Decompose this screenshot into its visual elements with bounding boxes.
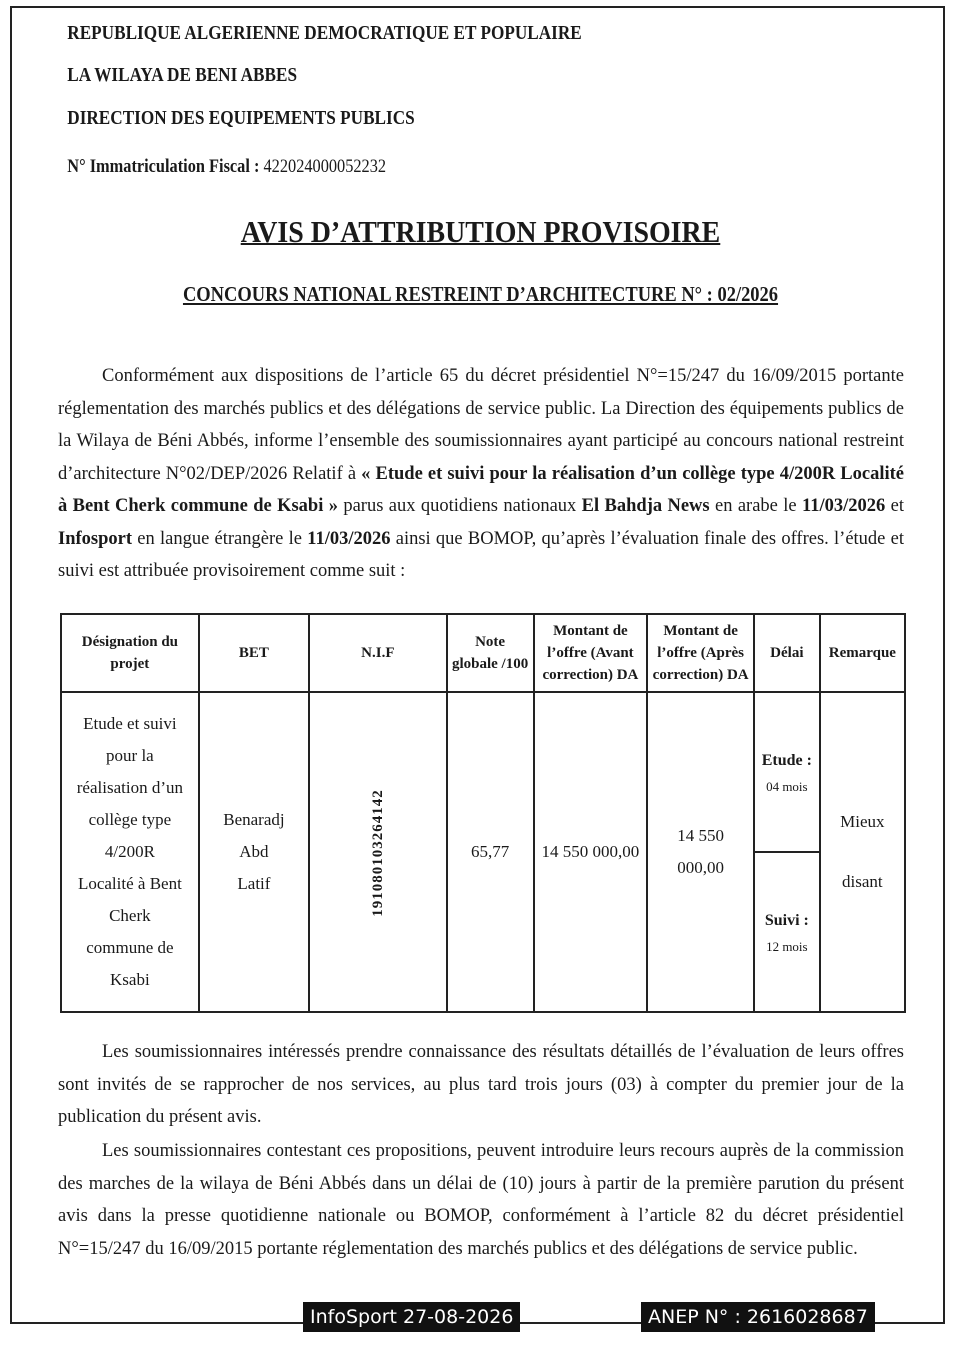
attribution-table [60,613,906,1013]
intro-text-1: Conformément aux dispositions de l’article 65 du décret présidentiel N°=15/247 du 16/09/2015 portante réglementation des marchés publics et des délégations de service public. La Direction des équipements publics de la Wilaya de Béni Abbés, informe l’ensemble des soumissionnaires ayant participé au concours national restreint d’architecture N°02/DEP/2026 Relatif à [58,366,904,484]
delai-etude [755,693,819,851]
intro-newspaper-1: El Bahdja News [581,496,710,516]
delai-container [755,693,819,1011]
col-montant-apres: Montant de l’offre (Après correction) DA [647,614,754,692]
notice-subtitle-text: CONCOURS NATIONAL RESTREINT D’ARCHITECTURE N° : 02/2026 [182,282,779,306]
delai-suivi [755,851,819,1011]
header-republic: REPUBLIQUE ALGERIENNE DEMOCRATIQUE ET POPULAIRE [67,22,582,44]
delai-suivi-label: Suivi : [764,912,809,929]
intro-paragraph [58,360,904,588]
cell-nif [309,692,447,1012]
header-fiscal [67,156,893,178]
nif-value: 191080103264142 [369,788,386,917]
col-montant-avant: Montant de l’offre (Avant correction) DA [534,614,648,692]
delai-etude-label: Etude : [761,752,812,769]
cell-note: 65,77 [447,692,534,1012]
header-direction: DIRECTION DES EQUIPEMENTS PUBLICS [67,107,415,129]
notice-title [48,214,913,250]
cell-designation: Etude et suivi pour la réalisation d’un collège type 4/200R Localité à Bent Cherk commune de Ksabi [61,692,199,1012]
delai-suivi-value: 12 mois [766,939,808,954]
col-nif: N.I.F [309,614,447,692]
fiscal-number: 422024000052232 [263,156,387,177]
footer-publication-tag: InfoSport 27-08-2026 [303,1302,520,1332]
intro-text-6: ainsi que BOMOP, qu’après l’évaluation finale des offres. l’étude et suivi est attribuée provisoirement comme suit : [58,528,904,581]
intro-newspaper-2: Infosport [58,528,133,549]
col-delai: Délai [754,614,820,692]
cell-montant-avant: 14 550 000,00 [534,692,648,1012]
intro-date-1: 11/03/2026 [802,496,886,516]
cell-delai [754,692,820,1012]
intro-project-name: « Etude et suivi pour la réalisation d’un collège type 4/200R Localité à Bent Cherk commune de Ksabi » [58,463,905,516]
intro-text-3: en arabe le [709,496,802,516]
cell-montant-apres: 14 550 000,00 [647,692,754,1012]
col-note: Note globale /100 [447,614,534,692]
table-row [61,692,905,1012]
notice-subtitle [58,282,904,307]
delai-etude-value: 04 mois [766,779,808,794]
footer-anep-tag: ANEP N° : 2616028687 [641,1302,875,1332]
intro-text-5: en langue étrangère le [132,528,308,549]
intro-date-2: 11/03/2026 [307,528,391,549]
table-header-row [61,614,905,692]
intro-text-2: parus aux quotidiens nationaux [337,496,582,516]
header-wilaya: LA WILAYA DE BENI ABBES [67,64,298,86]
results-paragraph: Les soumissionnaires intéressés prendre connaissance des résultats détaillés de l’évaluation de leurs offres sont invités de se rapprocher de nos services, au plus tard trois jours (03) à compter du premier jour de la publication du présent avis. [58,1042,904,1127]
notice-title-text: AVIS D’ATTRIBUTION PROVISOIRE [240,214,721,249]
col-bet: BET [199,614,309,692]
fiscal-label: N° Immatriculation Fiscal : [67,156,260,177]
col-designation: Désignation du projet [61,614,199,692]
intro-text-4: et [885,496,904,516]
cell-bet: Benaradj Abd Latif [199,692,309,1012]
cell-remarque: Mieux disant [820,692,905,1012]
col-remarque: Remarque [820,614,905,692]
appeal-paragraph: Les soumissionnaires contestant ces propositions, peuvent introduire leurs recours auprès de la commission des marches de la wilaya de Béni Abbés dans un délai de (10) jours à partir de la première parution du présent avis dans la presse quotidienne nationale ou BOMOP, conformément à l’article 82 du décret présidentiel N°=15/247 du 16/09/2015 portante réglementation des marchés publics et des délégations de service public. [58,1141,904,1259]
